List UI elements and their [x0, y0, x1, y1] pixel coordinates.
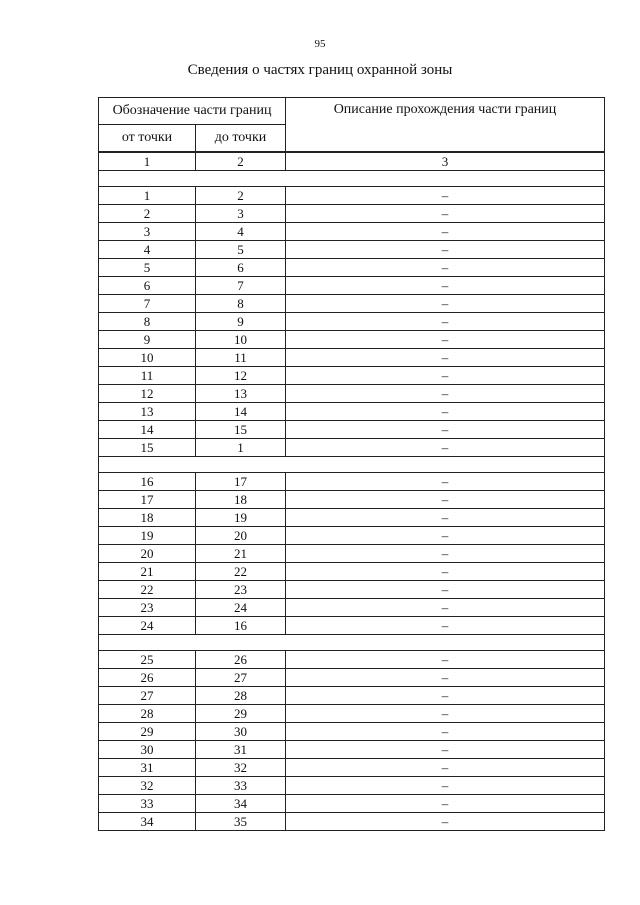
from-point-cell: 11: [99, 367, 196, 385]
from-point-cell: 27: [99, 687, 196, 705]
from-point-cell: 23: [99, 599, 196, 617]
to-point-cell: 31: [196, 741, 286, 759]
table-row: [99, 723, 605, 741]
section-separator-row: [99, 457, 605, 473]
to-point-cell: 33: [196, 777, 286, 795]
description-cell: –: [286, 187, 605, 205]
table-row: [99, 367, 605, 385]
to-point-cell: 13: [196, 385, 286, 403]
from-point-cell: 30: [99, 741, 196, 759]
table-row: [99, 741, 605, 759]
to-point-cell: 10: [196, 331, 286, 349]
to-point-cell: 35: [196, 813, 286, 831]
from-point-cell: 16: [99, 473, 196, 491]
from-point-cell: 17: [99, 491, 196, 509]
description-cell: –: [286, 403, 605, 421]
description-cell: –: [286, 723, 605, 741]
to-point-cell: 19: [196, 509, 286, 527]
to-point-cell: 18: [196, 491, 286, 509]
description-cell: –: [286, 241, 605, 259]
description-cell: –: [286, 277, 605, 295]
table-row: [99, 795, 605, 813]
to-point-cell: 16: [196, 617, 286, 635]
to-point-cell: 30: [196, 723, 286, 741]
table-row: [99, 277, 605, 295]
to-point-cell: 28: [196, 687, 286, 705]
table-row: [99, 241, 605, 259]
to-point-cell: 6: [196, 259, 286, 277]
from-point-cell: 3: [99, 223, 196, 241]
header-to-point: до точки: [196, 125, 286, 153]
table-row: [99, 759, 605, 777]
description-cell: –: [286, 295, 605, 313]
description-cell: –: [286, 705, 605, 723]
table-row: [99, 385, 605, 403]
section-separator-row: [99, 635, 605, 651]
table-row: [99, 705, 605, 723]
section-separator-cell: [99, 171, 605, 187]
description-cell: –: [286, 581, 605, 599]
table-row: [99, 259, 605, 277]
from-point-cell: 9: [99, 331, 196, 349]
from-point-cell: 2: [99, 205, 196, 223]
to-point-cell: 22: [196, 563, 286, 581]
column-number: 2: [196, 152, 286, 171]
table-row: [99, 581, 605, 599]
description-cell: –: [286, 491, 605, 509]
description-cell: –: [286, 331, 605, 349]
from-point-cell: 7: [99, 295, 196, 313]
description-cell: –: [286, 599, 605, 617]
table-row: [99, 439, 605, 457]
description-cell: –: [286, 473, 605, 491]
description-cell: –: [286, 205, 605, 223]
from-point-cell: 15: [99, 439, 196, 457]
description-cell: –: [286, 545, 605, 563]
table-row: [99, 509, 605, 527]
to-point-cell: 20: [196, 527, 286, 545]
table-row: [99, 527, 605, 545]
to-point-cell: 14: [196, 403, 286, 421]
to-point-cell: 7: [196, 277, 286, 295]
from-point-cell: 25: [99, 651, 196, 669]
to-point-cell: 3: [196, 205, 286, 223]
section-separator-cell: [99, 635, 605, 651]
description-cell: –: [286, 563, 605, 581]
description-cell: –: [286, 617, 605, 635]
to-point-cell: 21: [196, 545, 286, 563]
to-point-cell: 4: [196, 223, 286, 241]
to-point-cell: 2: [196, 187, 286, 205]
to-point-cell: 12: [196, 367, 286, 385]
table-row: [99, 599, 605, 617]
boundary-parts-table: [98, 97, 605, 831]
from-point-cell: 33: [99, 795, 196, 813]
description-cell: –: [286, 527, 605, 545]
from-point-cell: 32: [99, 777, 196, 795]
description-cell: –: [286, 509, 605, 527]
table-row: [99, 205, 605, 223]
table-row: [99, 687, 605, 705]
to-point-cell: 17: [196, 473, 286, 491]
from-point-cell: 8: [99, 313, 196, 331]
from-point-cell: 31: [99, 759, 196, 777]
header-row-1: [99, 98, 605, 125]
table-row: [99, 813, 605, 831]
from-point-cell: 4: [99, 241, 196, 259]
to-point-cell: 11: [196, 349, 286, 367]
description-cell: –: [286, 795, 605, 813]
section-separator-cell: [99, 457, 605, 473]
table-row: [99, 473, 605, 491]
table-row: [99, 651, 605, 669]
to-point-cell: 23: [196, 581, 286, 599]
to-point-cell: 1: [196, 439, 286, 457]
to-point-cell: 15: [196, 421, 286, 439]
column-number: 1: [99, 152, 196, 171]
to-point-cell: 29: [196, 705, 286, 723]
from-point-cell: 24: [99, 617, 196, 635]
from-point-cell: 5: [99, 259, 196, 277]
description-cell: –: [286, 223, 605, 241]
document-title: Сведения о частях границ охранной зоны: [187, 62, 453, 78]
description-cell: –: [286, 439, 605, 457]
to-point-cell: 5: [196, 241, 286, 259]
table-row: [99, 563, 605, 581]
table-row: [99, 491, 605, 509]
from-point-cell: 34: [99, 813, 196, 831]
table-row: [99, 777, 605, 795]
header-from-point: от точки: [99, 125, 196, 153]
table-row: [99, 545, 605, 563]
column-number: 3: [286, 152, 605, 171]
to-point-cell: 34: [196, 795, 286, 813]
from-point-cell: 28: [99, 705, 196, 723]
description-cell: –: [286, 385, 605, 403]
from-point-cell: 10: [99, 349, 196, 367]
from-point-cell: 22: [99, 581, 196, 599]
description-cell: –: [286, 759, 605, 777]
from-point-cell: 26: [99, 669, 196, 687]
description-cell: –: [286, 741, 605, 759]
table-row: [99, 349, 605, 367]
from-point-cell: 12: [99, 385, 196, 403]
from-point-cell: 21: [99, 563, 196, 581]
from-point-cell: 6: [99, 277, 196, 295]
from-point-cell: 13: [99, 403, 196, 421]
table-row: [99, 331, 605, 349]
from-point-cell: 18: [99, 509, 196, 527]
column-number-row: [99, 152, 605, 171]
description-cell: –: [286, 813, 605, 831]
table-row: [99, 617, 605, 635]
description-cell: –: [286, 651, 605, 669]
from-point-cell: 20: [99, 545, 196, 563]
section-separator-row: [99, 171, 605, 187]
description-cell: –: [286, 421, 605, 439]
description-cell: –: [286, 669, 605, 687]
table-row: [99, 295, 605, 313]
table-row: [99, 421, 605, 439]
table-row: [99, 223, 605, 241]
from-point-cell: 29: [99, 723, 196, 741]
to-point-cell: 32: [196, 759, 286, 777]
to-point-cell: 26: [196, 651, 286, 669]
description-cell: –: [286, 687, 605, 705]
header-description: Описание прохождения части границ: [286, 98, 605, 153]
to-point-cell: 27: [196, 669, 286, 687]
description-cell: –: [286, 367, 605, 385]
page-number: 95: [314, 38, 326, 50]
to-point-cell: 24: [196, 599, 286, 617]
table-row: [99, 403, 605, 421]
table-row: [99, 669, 605, 687]
to-point-cell: 8: [196, 295, 286, 313]
from-point-cell: 1: [99, 187, 196, 205]
description-cell: –: [286, 349, 605, 367]
from-point-cell: 19: [99, 527, 196, 545]
description-cell: –: [286, 313, 605, 331]
description-cell: –: [286, 259, 605, 277]
header-boundary-designation: Обозначение части границ: [99, 98, 286, 125]
table-row: [99, 187, 605, 205]
from-point-cell: 14: [99, 421, 196, 439]
description-cell: –: [286, 777, 605, 795]
table-row: [99, 313, 605, 331]
to-point-cell: 9: [196, 313, 286, 331]
